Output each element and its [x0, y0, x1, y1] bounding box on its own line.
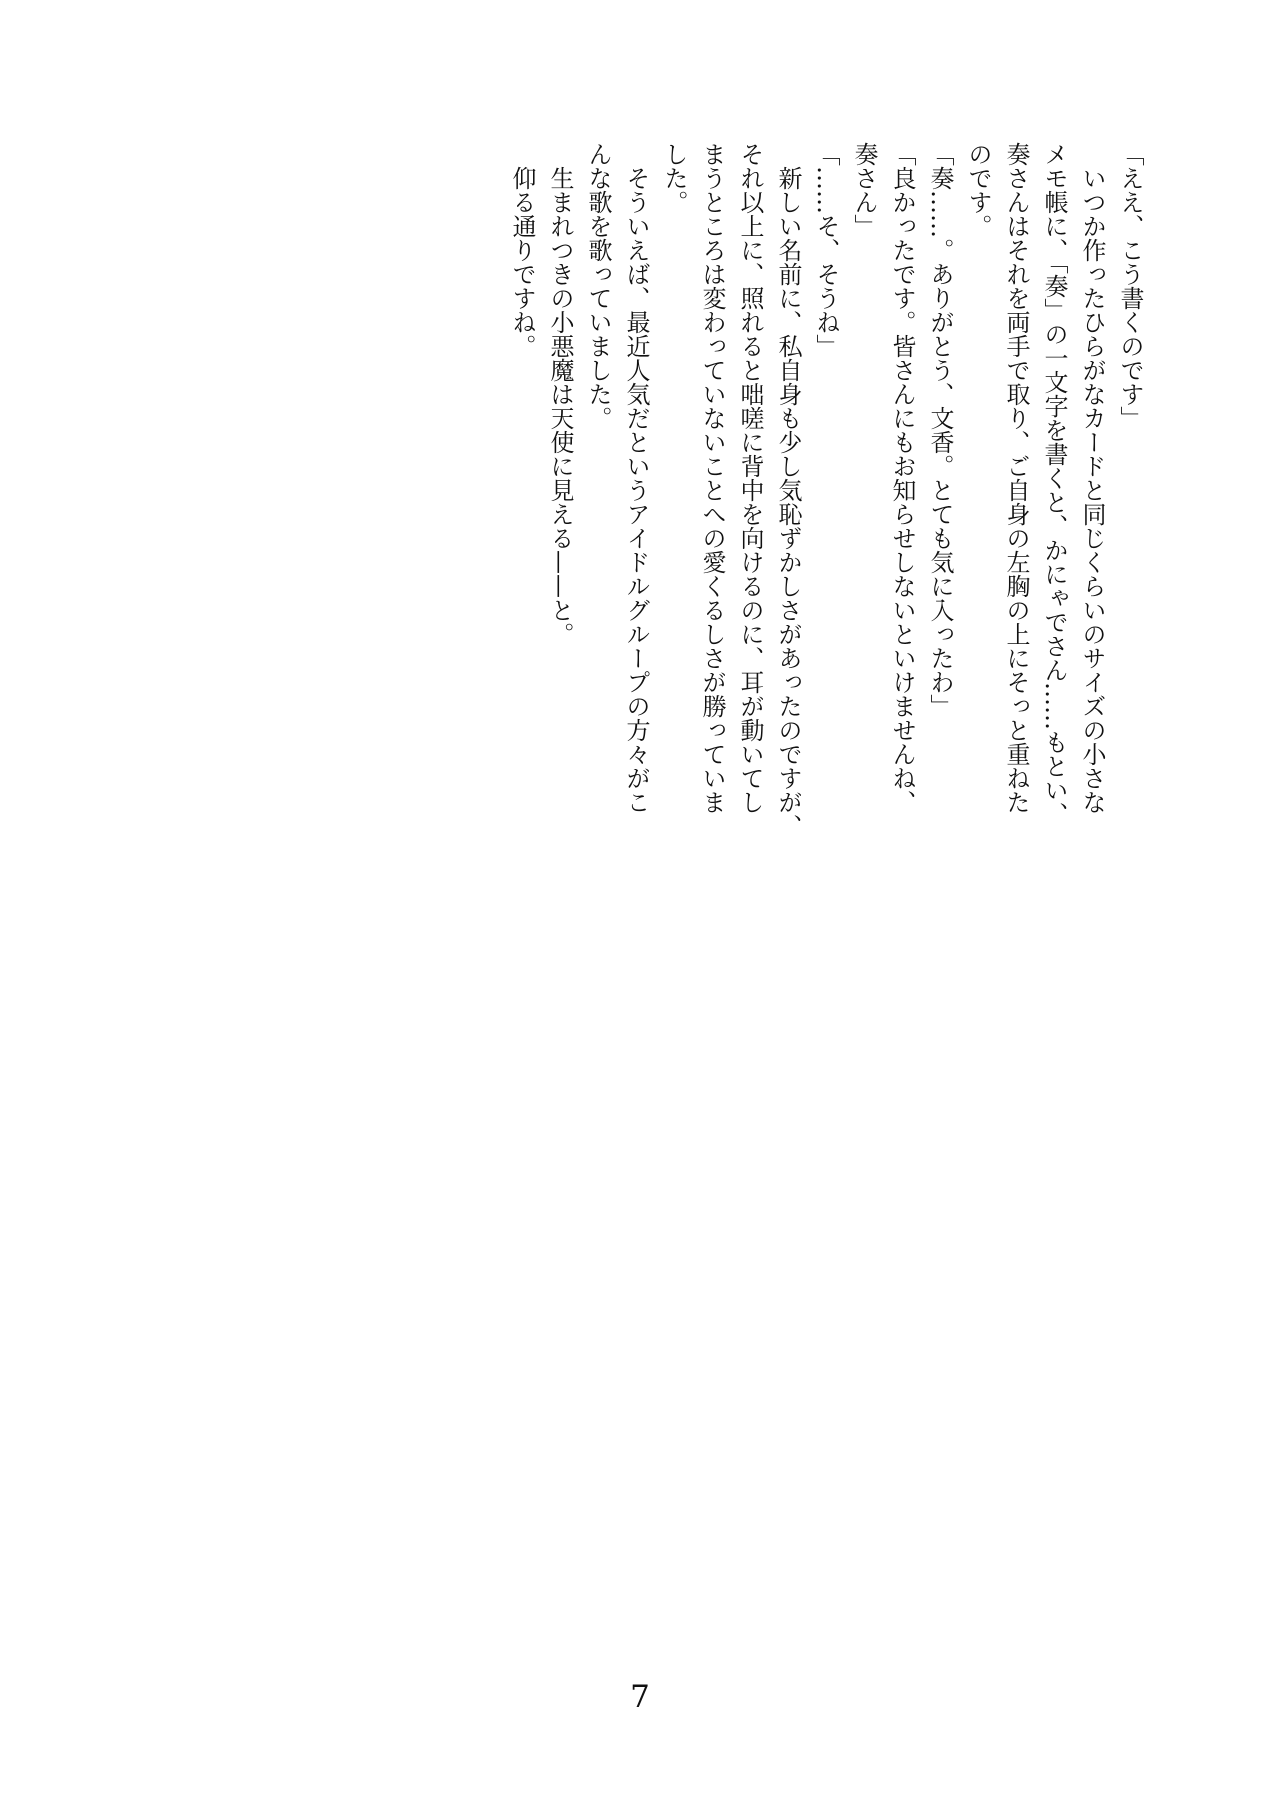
text-line: 「良かったです。皆さんにもお知らせしないといけませんね、 [888, 142, 916, 814]
text-line: それ以上に、照れると咄嗟に背中を向けるのに、耳が動いてし [736, 142, 764, 814]
text-line: 「ええ、こう書くのです」 [1116, 142, 1144, 430]
text-line: 「奏……。ありがとう、文香。とても気に入ったわ」 [926, 142, 954, 718]
text-line: 新しい名前に、私自身も少し気恥ずかしさがあったのですが、 [774, 166, 802, 838]
text-line: 「……そ、そうね」 [812, 142, 840, 358]
text-line: メモ帳に、「奏」の一文字を書くと、かにゃでさん……もとい、 [1040, 142, 1068, 826]
text-line: いつか作ったひらがなカードと同じくらいのサイズの小さな [1078, 166, 1106, 814]
text-line: 奏さんはそれを両手で取り、ご自身の左胸の上にそっと重ねた [1002, 142, 1030, 814]
text-line: 奏さん」 [850, 142, 878, 238]
text-line: のです。 [964, 142, 992, 238]
text-line: 生まれつきの小悪魔は天使に見える——と。 [546, 166, 574, 646]
text-line: そういえば、最近人気だというアイドルグループの方々がこ [622, 166, 650, 814]
text-line: した。 [660, 142, 688, 214]
text-line: 仰る通りですね。 [508, 166, 536, 358]
text-line: んな歌を歌っていました。 [584, 142, 612, 430]
vertical-text-block [503, 142, 1149, 842]
page-number: 7 [630, 1679, 650, 1715]
text-line: まうところは変わっていないことへの愛くるしさが勝っていま [698, 142, 726, 814]
